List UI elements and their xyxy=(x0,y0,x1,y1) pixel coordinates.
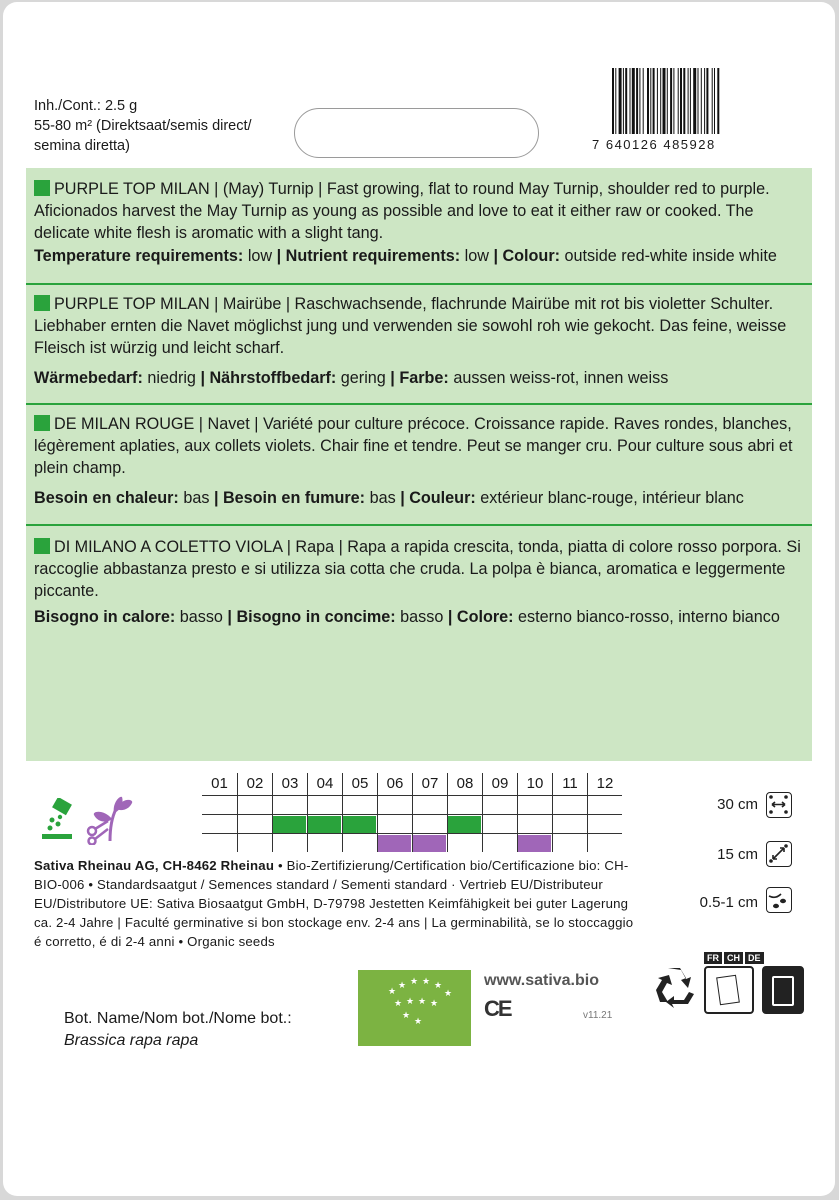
svg-text:★: ★ xyxy=(388,986,397,996)
row-spacing-icon xyxy=(766,792,792,818)
section-de xyxy=(34,293,806,389)
description-de: PURPLE TOP MILAN | Mairübe | Raschwachsende, flachrunde Mairübe mit rot bis violetter Schulter. Liebhaber ernten die Navet möglichst jung und verwenden sie sowohl roh wie gekocht. Das feine, weisse Fleisch ist würzig und leicht scharf. xyxy=(34,295,787,357)
legal-info xyxy=(34,856,634,951)
hanger-hole xyxy=(294,108,539,158)
sowing-depth-value: 0.5-1 cm xyxy=(699,894,758,911)
month-02: 02 xyxy=(237,773,272,795)
bin-icon xyxy=(762,966,804,1014)
calendar-gridline xyxy=(377,795,378,852)
svg-text:★: ★ xyxy=(394,998,403,1008)
svg-text:★: ★ xyxy=(410,976,419,986)
sowing-icon xyxy=(36,798,78,842)
row-spacing-value: 30 cm xyxy=(717,796,758,813)
barcode xyxy=(610,68,770,134)
nutr-value: gering xyxy=(340,369,386,387)
month-10: 10 xyxy=(517,773,552,795)
calendar-gridline xyxy=(272,795,273,852)
nutr-label: Nutrient requirements: xyxy=(285,247,461,265)
growing-calendar xyxy=(202,773,622,852)
sowing-bar-month-4 xyxy=(308,816,341,833)
month-06: 06 xyxy=(377,773,412,795)
calendar-gridline xyxy=(342,795,343,852)
divider xyxy=(26,283,812,285)
temp-label: Bisogno in calore: xyxy=(34,608,176,626)
nutr-value: low xyxy=(464,247,489,265)
svg-text:★: ★ xyxy=(422,976,431,986)
ce-mark: CE xyxy=(484,996,511,1021)
label-ch: CH xyxy=(724,952,743,964)
sowing-bar-month-8 xyxy=(448,816,481,833)
calendar-gridline xyxy=(307,795,308,852)
area-line1: 55-80 m² (Direktsaat/semis direct/ xyxy=(34,118,252,134)
green-square-icon xyxy=(34,538,50,554)
color-label: Colore: xyxy=(456,608,514,626)
label-de: DE xyxy=(745,952,764,964)
month-05: 05 xyxy=(342,773,377,795)
temp-label: Besoin en chaleur: xyxy=(34,489,179,507)
temp-value: basso xyxy=(179,608,223,626)
month-12: 12 xyxy=(587,773,622,795)
nutr-value: basso xyxy=(400,608,444,626)
color-label: Colour: xyxy=(502,247,561,265)
divider xyxy=(26,403,812,405)
calendar-gridline xyxy=(587,795,588,852)
month-09: 09 xyxy=(482,773,517,795)
month-07: 07 xyxy=(412,773,447,795)
label-fr: FR xyxy=(704,952,722,964)
barcode-number: 7 640126 485928 xyxy=(592,137,716,152)
nutr-label: Besoin en fumure: xyxy=(222,489,366,507)
company-name: Sativa Rheinau AG, CH-8462 Rheinau xyxy=(34,858,275,873)
month-04: 04 xyxy=(307,773,342,795)
requirements-en: Temperature requirements: low | Nutrient requirements: low | Colour: outside red-white inside white xyxy=(34,247,777,265)
calendar-gridline xyxy=(517,795,518,852)
botanical-name xyxy=(64,1008,292,1052)
month-11: 11 xyxy=(552,773,587,795)
sowing-depth-icon xyxy=(766,887,792,913)
month-01: 01 xyxy=(211,775,228,792)
temp-value: low xyxy=(247,247,273,265)
nutr-value: bas xyxy=(369,489,396,507)
calendar-gridline xyxy=(552,795,553,852)
color-label: Farbe: xyxy=(399,369,449,387)
temp-value: bas xyxy=(183,489,210,507)
green-square-icon xyxy=(34,415,50,431)
green-square-icon xyxy=(34,180,50,196)
content-label: Inh./Cont.: xyxy=(34,98,101,114)
nutr-label: Bisogno in concime: xyxy=(236,608,396,626)
eu-organic-logo xyxy=(358,970,471,1046)
area-line2: semina diretta) xyxy=(34,138,130,154)
content-value: 2.5 g xyxy=(104,98,138,114)
harvest-bar-month-6 xyxy=(378,835,411,852)
harvest-bar-month-7 xyxy=(413,835,446,852)
svg-text:★: ★ xyxy=(444,988,453,998)
version: v11.21 xyxy=(583,1010,613,1021)
svg-text:★: ★ xyxy=(434,980,443,990)
color-value: esterno bianco-rosso, interno bianco xyxy=(518,608,780,626)
harvest-icon xyxy=(82,793,138,845)
color-value: aussen weiss-rot, innen weiss xyxy=(453,369,669,387)
color-label: Couleur: xyxy=(409,489,476,507)
color-value: outside red-white inside white xyxy=(564,247,777,265)
botanical-label: Bot. Name/Nom bot./Nome bot.: xyxy=(64,1010,292,1027)
svg-text:★: ★ xyxy=(418,996,427,1006)
requirements-de: Wärmebedarf: niedrig | Nährstoffbedarf: gering | Farbe: aussen weiss-rot, innen weiss xyxy=(34,369,669,387)
requirements-fr: Besoin en chaleur: bas | Besoin en fumure: bas | Couleur: extérieur blanc-rouge, intérieur blanc xyxy=(34,489,744,507)
description-fr: DE MILAN ROUGE | Navet | Variété pour culture précoce. Croissance rapide. Raves rondes, blanches, légèrement aplaties, aux collets violets. Chair fine et tendre. Peut se manger cru. Pour culture sous abri et plein champ. xyxy=(34,415,793,477)
divider xyxy=(26,524,812,526)
recycle-icon xyxy=(648,960,700,1012)
calendar-gridline xyxy=(447,795,448,852)
temp-label: Temperature requirements: xyxy=(34,247,244,265)
nutr-label: Nährstoffbedarf: xyxy=(209,369,337,387)
sowing-bar-month-5 xyxy=(343,816,376,833)
calendar-months xyxy=(202,773,622,795)
plant-spacing-icon xyxy=(766,841,792,867)
harvest-bar-month-10 xyxy=(518,835,551,852)
content-info xyxy=(34,96,252,156)
botanical-value: Brassica rapa rapa xyxy=(64,1032,199,1049)
svg-text:★: ★ xyxy=(402,1010,411,1020)
month-03: 03 xyxy=(272,773,307,795)
certification-text: • Bio-Zertifizierung/Certification bio/Certificazione bio: CH-BIO-006 • Standardsaatgut / Semences standard / Sementi standard · Vertrieb EU/Distributeur EU/Distributore UE: Sativa Biosaatgut GmbH, D-79798 Jestetten Keimfähigkeit bei guter Lagerung ca. 2-4 Jahre | Faculté germinative si bon stockage env. 2-4 ans | La germinabilità, se lo stoccaggio é corretto, é di 2-4 anni • Organic seeds xyxy=(34,858,634,949)
section-it xyxy=(34,536,806,628)
calendar-gridline xyxy=(482,795,483,852)
description-en: PURPLE TOP MILAN | (May) Turnip | Fast growing, flat to round May Turnip, shoulder red to purple. Aficionados harvest the May Turnip as young as possible and love to eat it either raw or cooked. The delicate white flesh is aromatic with a slight tang. xyxy=(34,180,770,242)
calendar-gridline xyxy=(412,795,413,852)
svg-text:★: ★ xyxy=(406,996,415,1006)
svg-text:★: ★ xyxy=(398,980,407,990)
section-fr xyxy=(34,413,806,509)
paper-packet-icon xyxy=(704,966,754,1014)
plant-spacing-value: 15 cm xyxy=(717,846,758,863)
requirements-it: Bisogno in calore: basso | Bisogno in concime: basso | Colore: esterno bianco-rosso, interno bianco xyxy=(34,608,780,626)
svg-text:★: ★ xyxy=(414,1016,423,1026)
calendar-gridline xyxy=(237,795,238,852)
green-square-icon xyxy=(34,295,50,311)
month-08: 08 xyxy=(447,773,482,795)
website: www.sativa.bio xyxy=(484,972,599,989)
description-it: DI MILANO A COLETTO VIOLA | Rapa | Rapa a rapida crescita, tonda, piatta di colore rosso porpora. Si raccoglie abbastanza presto e si utilizza sia cotta che cruda. La polpa è bianca, aromatica e leggermente piccante. xyxy=(34,538,801,600)
svg-text:★: ★ xyxy=(430,998,439,1008)
temp-label: Wärmebedarf: xyxy=(34,369,143,387)
temp-value: niedrig xyxy=(147,369,196,387)
sowing-bar-month-3 xyxy=(273,816,306,833)
section-en xyxy=(34,178,806,267)
color-value: extérieur blanc-rouge, intérieur blanc xyxy=(480,489,744,507)
sorting-labels xyxy=(704,952,812,1012)
